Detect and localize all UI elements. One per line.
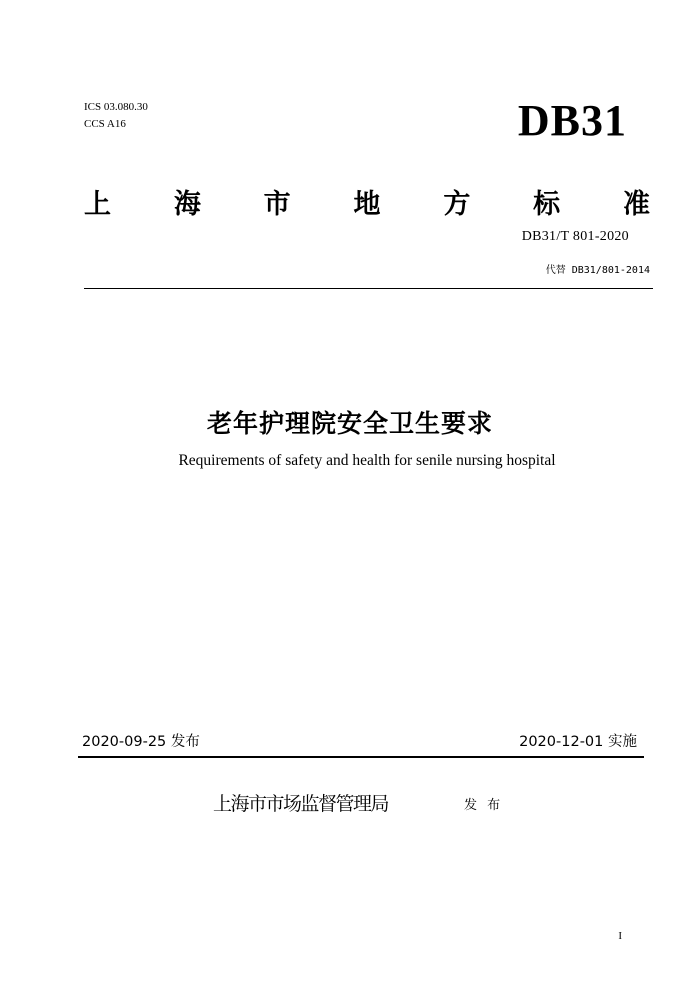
implement-date: 2020-12-01 实施 [519,734,637,750]
issued-label: 发 布 [464,798,504,813]
heading-char: 准 [622,189,650,220]
heading-char: 海 [173,189,201,220]
standard-type-heading [84,188,650,222]
bottom-divider [78,756,644,758]
ccs-code: CCS A16 [84,118,126,130]
page-number: I [618,930,622,942]
replaces-note: 代替 DB31/801-2014 [545,265,650,276]
ics-code: ICS 03.080.30 [84,101,148,113]
standard-number: DB31/T 801-2020 [521,229,629,244]
standard-code-logo: DB31 [517,96,627,145]
publish-date: 2020-09-25 发布 [82,734,200,750]
classification-codes [84,99,148,133]
document-title-chinese: 老年护理院安全卫生要求 [206,409,493,438]
top-divider [84,288,653,289]
issuing-authority: 上海市市场监督管理局 [213,793,389,815]
heading-char: 市 [263,189,291,220]
heading-char: 上 [84,189,111,220]
heading-char: 标 [533,189,561,220]
heading-char: 方 [443,189,471,220]
document-title-english: Requirements of safety and health for senile nursing hospital [178,452,556,469]
heading-char: 地 [353,189,381,220]
